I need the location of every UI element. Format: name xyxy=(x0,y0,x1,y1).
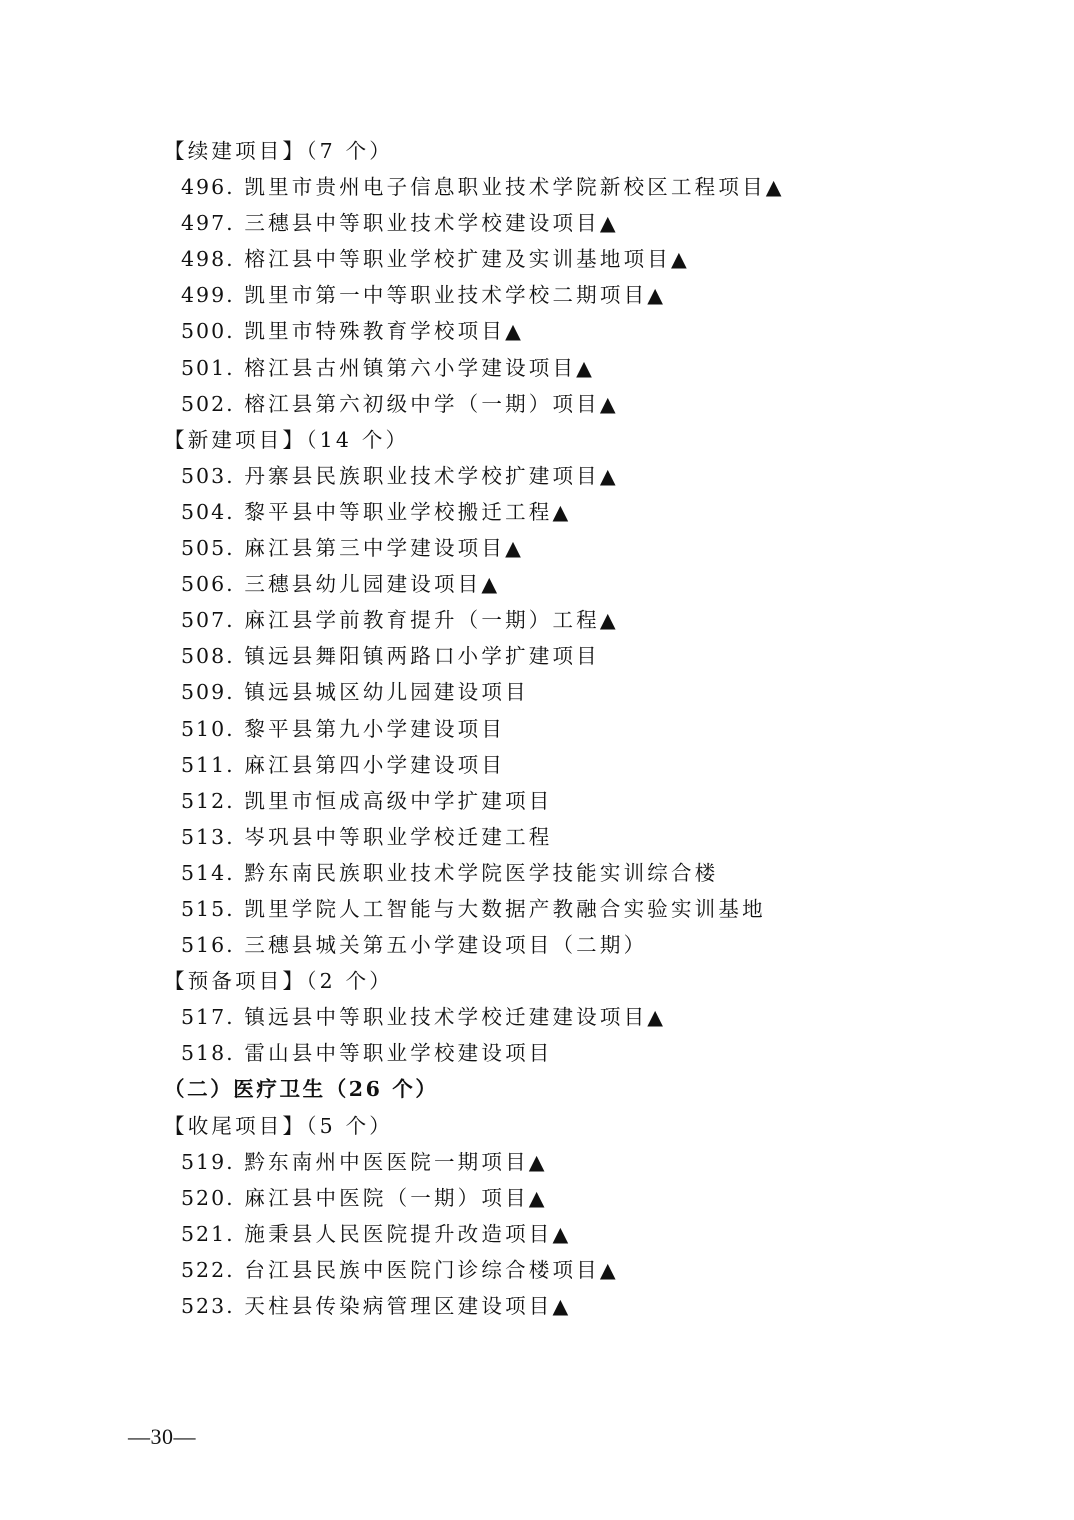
list-item xyxy=(164,674,964,710)
item-number: 523. xyxy=(181,1294,235,1318)
item-number: 520. xyxy=(181,1185,235,1210)
section-label: 【收尾项目】（5 个） xyxy=(164,1113,394,1138)
list-item xyxy=(164,1216,964,1252)
list-item xyxy=(164,1288,964,1324)
project-list xyxy=(164,133,964,1324)
list-item xyxy=(164,747,964,783)
list-item xyxy=(164,205,964,241)
item-number: 514. xyxy=(181,860,235,885)
item-number: 507. xyxy=(181,608,235,633)
item-number: 504. xyxy=(181,499,235,524)
item-number: 522. xyxy=(181,1257,235,1282)
item-number: 497. xyxy=(181,211,235,236)
item-number: 512. xyxy=(181,788,235,813)
item-text: 岑巩县中等职业学校迁建工程 xyxy=(244,824,553,849)
list-item xyxy=(164,819,964,855)
list-item xyxy=(164,169,964,205)
item-text: 台江县民族中医院门诊综合楼项目▲ xyxy=(244,1257,619,1282)
item-text: 麻江县第三中学建设项目▲ xyxy=(244,536,525,561)
item-number: 498. xyxy=(181,247,235,272)
list-item xyxy=(164,458,964,494)
list-item xyxy=(164,783,964,819)
item-number: 517. xyxy=(181,1005,235,1030)
list-item xyxy=(164,602,964,638)
item-text: 镇远县中等职业技术学校迁建建设项目▲ xyxy=(244,1005,667,1030)
item-text: 榕江县古州镇第六小学建设项目▲ xyxy=(244,355,596,380)
item-text: 黔东南州中医医院一期项目▲ xyxy=(244,1149,548,1174)
list-item xyxy=(164,566,964,602)
list-item xyxy=(164,530,964,566)
item-text: 榕江县中等职业学校扩建及实训基地项目▲ xyxy=(244,247,690,272)
list-item xyxy=(164,277,964,313)
item-text: 丹寨县民族职业技术学校扩建项目▲ xyxy=(244,463,619,488)
page-number: —30— xyxy=(128,1424,196,1449)
item-text: 施秉县人民医院提升改造项目▲ xyxy=(244,1221,572,1246)
item-text: 镇远县舞阳镇两路口小学扩建项目 xyxy=(244,644,600,669)
item-text: 榕江县第六初级中学（一期）项目▲ xyxy=(244,391,619,416)
item-number: 496. xyxy=(181,175,235,200)
item-number: 519. xyxy=(181,1149,235,1174)
item-number: 501. xyxy=(181,355,235,380)
item-number: 510. xyxy=(181,716,235,741)
item-text: 凯里市第一中等职业技术学校二期项目▲ xyxy=(244,283,667,308)
list-item xyxy=(164,1035,964,1071)
list-item xyxy=(164,927,964,963)
item-text: 麻江县第四小学建设项目 xyxy=(244,752,506,777)
item-number: 506. xyxy=(181,572,235,597)
item-text: 雷山县中等职业学校建设项目 xyxy=(244,1041,553,1066)
section-label: 【续建项目】（7 个） xyxy=(164,139,394,163)
item-text: 三穗县中等职业技术学校建设项目▲ xyxy=(244,211,619,236)
list-item xyxy=(164,313,964,349)
list-item xyxy=(164,711,964,747)
item-number: 505. xyxy=(181,536,235,561)
item-number: 518. xyxy=(181,1041,235,1066)
item-number: 508. xyxy=(181,644,235,669)
item-text: 凯里市特殊教育学校项目▲ xyxy=(244,319,525,344)
item-text: 麻江县学前教育提升（一期）工程▲ xyxy=(244,608,619,633)
list-item xyxy=(164,855,964,891)
item-number: 513. xyxy=(181,824,235,849)
list-item xyxy=(164,1144,964,1180)
item-number: 516. xyxy=(181,933,235,958)
item-number: 521. xyxy=(181,1221,235,1246)
list-item xyxy=(164,638,964,674)
item-number: 503. xyxy=(181,463,235,488)
list-item xyxy=(164,350,964,386)
item-text: 黎平县中等职业学校搬迁工程▲ xyxy=(244,499,572,524)
list-item xyxy=(164,494,964,530)
list-item xyxy=(164,1252,964,1288)
list-item xyxy=(164,241,964,277)
item-text: 黎平县第九小学建设项目 xyxy=(244,716,506,741)
item-text: 麻江县中医院（一期）项目▲ xyxy=(244,1185,548,1210)
item-text: 凯里学院人工智能与大数据产教融合实验实训基地 xyxy=(244,896,766,921)
item-text: 三穗县城关第五小学建设项目（二期） xyxy=(244,933,648,958)
section-label: 【新建项目】（14 个） xyxy=(164,427,410,452)
list-item xyxy=(164,1180,964,1216)
list-item xyxy=(164,386,964,422)
item-text: 黔东南民族职业技术学院医学技能实训综合楼 xyxy=(244,860,719,885)
item-text: 三穗县幼儿园建设项目▲ xyxy=(244,572,501,597)
item-text: 天柱县传染病管理区建设项目▲ xyxy=(244,1294,572,1318)
section-label: 【预备项目】（2 个） xyxy=(164,969,394,994)
list-item xyxy=(164,891,964,927)
item-text: 镇远县城区幼儿园建设项目 xyxy=(244,680,529,705)
item-number: 511. xyxy=(181,752,235,777)
item-number: 509. xyxy=(181,680,235,705)
item-number: 515. xyxy=(181,896,235,921)
category-heading: （二）医疗卫生（26 个） xyxy=(164,1077,439,1102)
item-text: 凯里市恒成高级中学扩建项目 xyxy=(244,788,553,813)
list-item xyxy=(164,999,964,1035)
item-text: 凯里市贵州电子信息职业技术学院新校区工程项目▲ xyxy=(244,175,785,200)
item-number: 502. xyxy=(181,391,235,416)
item-number: 499. xyxy=(181,283,235,308)
item-number: 500. xyxy=(181,319,235,344)
